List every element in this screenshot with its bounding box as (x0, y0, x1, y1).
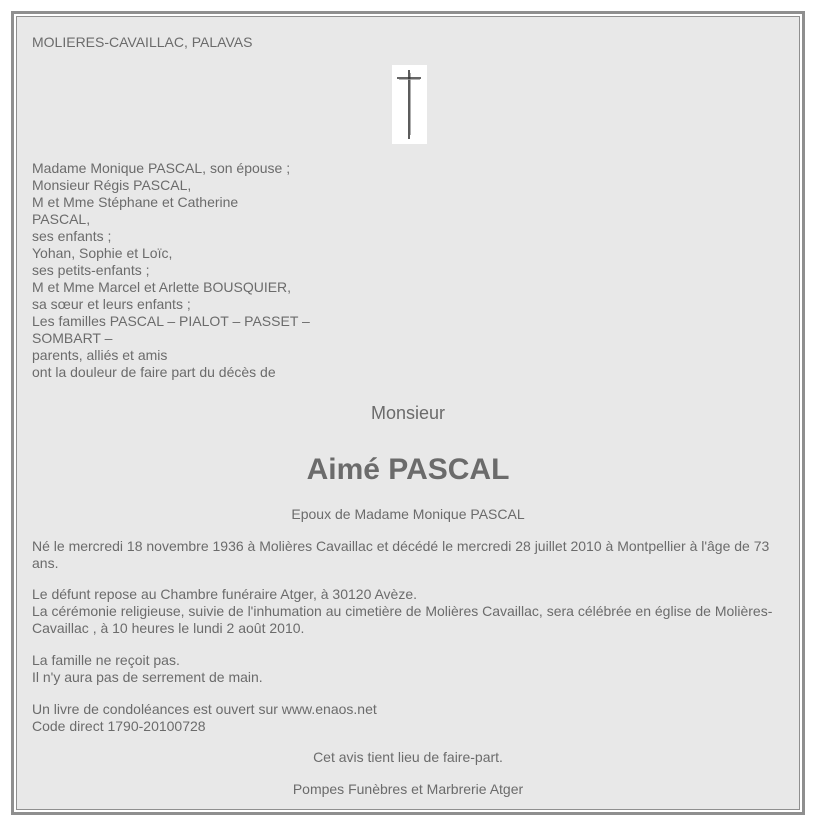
mourner-line: SOMBART – (32, 330, 113, 346)
mourner-line: Les familles PASCAL – PIALOT – PASSET – (32, 313, 310, 329)
mourner-line: Monsieur Régis PASCAL, (32, 177, 192, 193)
funeral-home: Pompes Funèbres et Marbrerie Atger (292, 781, 524, 797)
deceased-honorific: Monsieur (370, 403, 446, 423)
service-line: La cérémonie religieuse, suivie de l'inhumation au cimetière de Molières Cavaillac, sera célébrée en église de Molières-Cavaillac , à 10 heures le lundi 2 août 2010. (32, 603, 773, 636)
location-header: MOLIERES-CAVAILLAC, PALAVAS (32, 34, 253, 50)
ceremony-paragraph (32, 586, 782, 637)
death-notice (17, 17, 799, 809)
mourner-line: Madame Monique PASCAL, son épouse ; (32, 160, 291, 176)
mourner-line: parents, alliés et amis (32, 347, 168, 363)
mourner-line: ses enfants ; (32, 228, 112, 244)
handshakes-line: Il n'y aura pas de serrement de main. (32, 669, 263, 685)
faire-part-note: Cet avis tient lieu de faire-part. (313, 749, 503, 765)
mourners-list (32, 160, 352, 381)
spouse-line: Epoux de Madame Monique PASCAL (291, 506, 525, 522)
condolence-book-line: Un livre de condoléances est ouvert sur www.enaos.net (32, 701, 377, 717)
mourner-line: M et Mme Stéphane et Catherine (32, 194, 239, 210)
mourner-line: ont la douleur de faire part du décès de (32, 364, 276, 380)
mourner-line: PASCAL, (32, 211, 91, 227)
birth-death-paragraph: Né le mercredi 18 novembre 1936 à Molières Cavaillac et décédé le mercredi 28 juillet 2010 à Montpellier à l'âge de 73 ans. (32, 538, 770, 571)
condolences-paragraph (32, 701, 782, 735)
mourner-line: sa sœur et leurs enfants ; (32, 296, 191, 312)
mourner-line: Yohan, Sophie et Loïc, (32, 245, 173, 261)
deceased-name: Aimé PASCAL (306, 453, 510, 486)
cross-icon (392, 65, 427, 144)
condolence-code-line: Code direct 1790-20100728 (32, 718, 206, 734)
notice-panel (16, 16, 800, 810)
mourner-line: M et Mme Marcel et Arlette BOUSQUIER, (32, 279, 292, 295)
visits-line: La famille ne reçoit pas. (32, 652, 180, 668)
family-notes-paragraph (32, 652, 782, 686)
rest-place-line: Le défunt repose au Chambre funéraire Atger, à 30120 Avèze. (32, 586, 418, 602)
notice-frame (11, 11, 805, 815)
mourner-line: ses petits-enfants ; (32, 262, 150, 278)
